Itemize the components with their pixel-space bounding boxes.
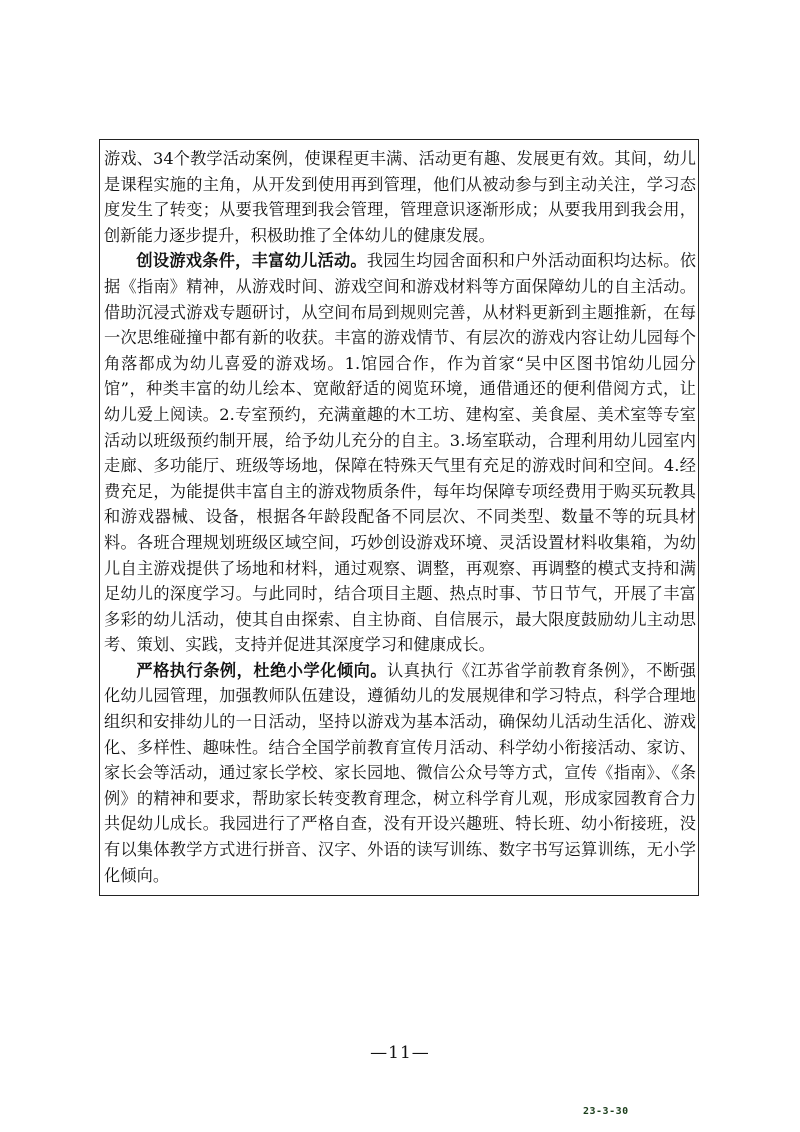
paragraph-regulations: [104, 658, 696, 888]
paragraph-lead-heading: 严格执行条例，杜绝小学化倾向。: [136, 660, 388, 680]
paragraph-text: 我园生均园舍面积和户外活动面积均达标。依据《指南》精神，从游戏时间、游戏空间和游戏材料等方面保障幼儿的自主活动。借助沉浸式游戏专题研讨，从空间布局到规则完善，从材料更新到主题推新，在每一次思维碰撞中都有新的收获。丰富的游戏情节、有层次的游戏内容让幼儿园每个角落都成为幼儿喜爱的游戏场。1.馆园合作，作为首家“吴中区图书馆幼儿园分馆”，种类丰富的幼儿绘本、宽敞舒适的阅览环境，通借通还的便利借阅方式，让幼儿爱上阅读。2.专室预约，充满童趣的木工坊、建构室、美食屋、美术室等专室活动以班级预约制开展，给予幼儿充分的自主。3.场室联动，合理利用幼儿园室内走廊、多功能厅、班级等场地，保障在特殊天气里有充足的游戏时间和空间。4.经费充足，为能提供丰富自主的游戏物质条件，每年均保障专项经费用于购买玩教具和游戏器械、设备，根据各年龄段配备不同层次、不同类型、数量不等的玩具材料。各班合理规划班级区域空间，巧妙创设游戏环境、灵活设置材料收集箱，为幼儿自主游戏提供了场地和材料，通过观察、调整，再观察、再调整的模式支持和满足幼儿的深度学习。与此同时，结合项目主题、热点时事、节日节气，开展了丰富多彩的幼儿活动，使其自由探索、自主协商、自信展示，最大限度鼓励幼儿主动思考、策划、实践，支持并促进其深度学习和健康成长。: [104, 251, 696, 655]
page-number: —11—: [370, 1043, 430, 1063]
document-body: [104, 146, 696, 888]
paragraph-game-conditions: [104, 248, 696, 658]
paragraph-text: 游戏、34个教学活动案例，使课程更丰满、活动更有趣、发展更有效。其间，幼儿是课程实施的主角，从开发到使用再到管理，他们从被动参与到主动关注，学习态度发生了转变；从要我管理到我会管理，管理意识逐渐形成；从要我用到我会用，创新能力逐步提升，积极助推了全体幼儿的健康发展。: [104, 149, 696, 245]
paragraph-lead-heading: 创设游戏条件，丰富幼儿活动。: [136, 251, 367, 271]
date-stamp: 23-3-30: [583, 1106, 629, 1117]
paragraph-text: 认真执行《江苏省学前教育条例》，不断强化幼儿园管理，加强教师队伍建设，遵循幼儿的发展规律和学习特点，科学合理地组织和安排幼儿的一日活动，坚持以游戏为基本活动，确保幼儿活动生活化、游戏化、多样性、趣味性。结合全国学前教育宣传月活动、科学幼小衔接活动、家访、家长会等活动，通过家长学校、家长园地、微信公众号等方式，宣传《指南》、《条例》的精神和要求，帮助家长转变教育理念，树立科学育儿观，形成家园教育合力共促幼儿成长。我园进行了严格自查，没有开设兴趣班、特长班、幼小衔接班，没有以集体教学方式进行拼音、汉字、外语的读写训练、数字书写运算训练，无小学化倾向。: [104, 660, 696, 885]
paragraph-continuation: [104, 146, 696, 248]
